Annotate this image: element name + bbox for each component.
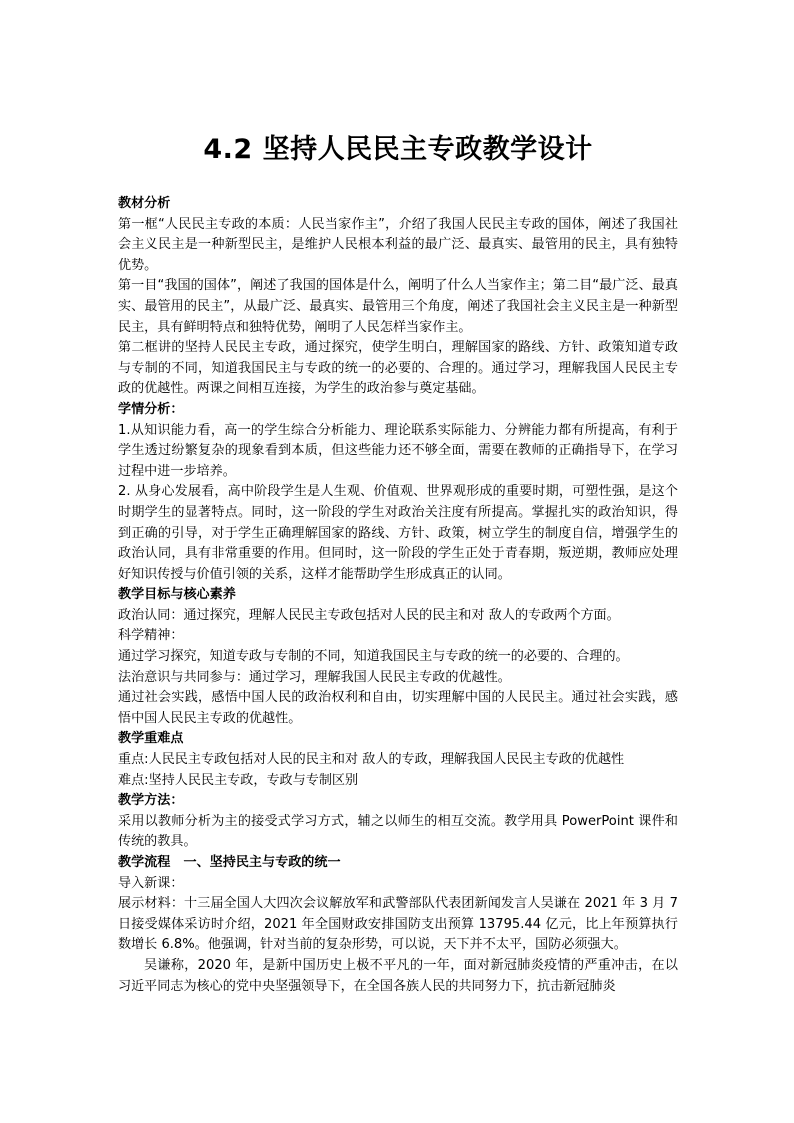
document-body (118, 194, 678, 997)
paragraph: 第二框讲的坚持人民民主专政，通过探究，使学生明白，理解国家的路线、方针、政策知道专政与专制的不同，知道我国民主与专政的统一的必要的、合理的。通过学习，理解我国人民民主专政的优越性。两课之间相互连接，为学生的政治参与奠定基础。 (118, 340, 678, 397)
paragraph: 2. 从身心发展看，高中阶段学生是人生观、价值观、世界观形成的重要时期，可塑性强，是这个时期学生的显著特点。同时，这一阶段的学生对政治关注度有所提高。掌握扎实的政治知识，得到正确的引导，对于学生正确理解国家的路线、方针、政策，树立学生的制度自信，增强学生的政治认同，具有非常重要的作用。但同时，这一阶段的学生正处于青春期，叛逆期，教师应处理好知识传授与价值引领的关系，这样才能帮助学生形成真正的认同。 (118, 484, 678, 582)
paragraph: 重点:人民民主专政包括对人民的民主和对 敌人的专政，理解我国人民民主专政的优越性 (118, 752, 625, 768)
paragraph: 展示材料：十三届全国人大四次会议解放军和武警部队代表团新闻发言人吴谦在 2021 年 3 月 7 日接受媒体采访时介绍，2021 年全国财政安排国防支出预算 13795.44 亿元，比上年预算执行数增长 6.8%。他强调，针对当前的复杂形势，可以说，天下并不太平，国防必须强大。 (118, 896, 678, 953)
paragraph: 科学精神： (118, 628, 184, 644)
paragraph: 采用以教师分析为主的接受式学习方式，辅之以师生的相互交流。教学用具 PowerPoint 课件和传统的教具。 (118, 813, 678, 850)
paragraph: 法治意识与共同参与：通过学习，理解我国人民民主专政的优越性。 (118, 669, 511, 685)
paragraph: 第一目“我国的国体”，阐述了我国的国体是什么，阐明了什么人当家作主；第二目“最广泛、最真实、最管用的民主”，从最广泛、最真实、最管用三个角度，阐述了我国社会主义民主是一种新型民主，具有鲜明特点和独特优势，阐明了人民怎样当家作主。 (118, 278, 678, 335)
section-heading-objectives: 教学目标与核心素养 (118, 587, 236, 603)
section-heading-process: 教学流程 一、坚持民主与专政的统一 (118, 855, 341, 870)
document-page (118, 0, 678, 997)
paragraph: 政治认同：通过探究，理解人民民主专政包括对人民的民主和对 敌人的专政两个方面。 (118, 607, 620, 623)
paragraph: 难点:坚持人民民主专政，专政与专制区别 (118, 772, 359, 788)
paragraph: 通过学习探究，知道专政与专制的不同，知道我国民主与专政的统一的必要的、合理的。 (118, 649, 629, 665)
document-title: 4.2 坚持人民民主专政教学设计 (203, 134, 593, 165)
section-heading-student-analysis: 学情分析： (118, 401, 184, 417)
paragraph: 通过社会实践，感悟中国人民的政治权利和自由，切实理解中国的人民民主。通过社会实践，感悟中国人民民主专政的优越性。 (118, 690, 678, 726)
paragraph: 导入新课： (118, 875, 184, 891)
paragraph: 1.从知识能力看，高一的学生综合分析能力、理论联系实际能力、分辨能力都有所提高，有利于学生透过纷繁复杂的现象看到本质，但这些能力还不够全面，需要在教师的正确指导下，在学习过程中进一步培养。 (118, 422, 678, 479)
section-heading-textbook-analysis: 教材分析 (118, 196, 171, 211)
section-heading-methods: 教学方法： (118, 793, 184, 809)
paragraph: 第一框“人民民主专政的本质：人民当家作主”，介绍了我国人民民主专政的国体，阐述了我国社会主义民主是一种新型民主，是维护人民根本利益的最广泛、最真实、最管用的民主，具有独特优势。 (118, 216, 678, 273)
section-heading-key-points: 教学重难点 (118, 731, 184, 747)
paragraph: 吴谦称，2020 年，是新中国历史上极不平凡的一年，面对新冠肺炎疫情的严重冲击，在以习近平同志为核心的党中央坚强领导下，在全国各族人民的共同努力下，抗击新冠肺炎 (118, 957, 678, 994)
